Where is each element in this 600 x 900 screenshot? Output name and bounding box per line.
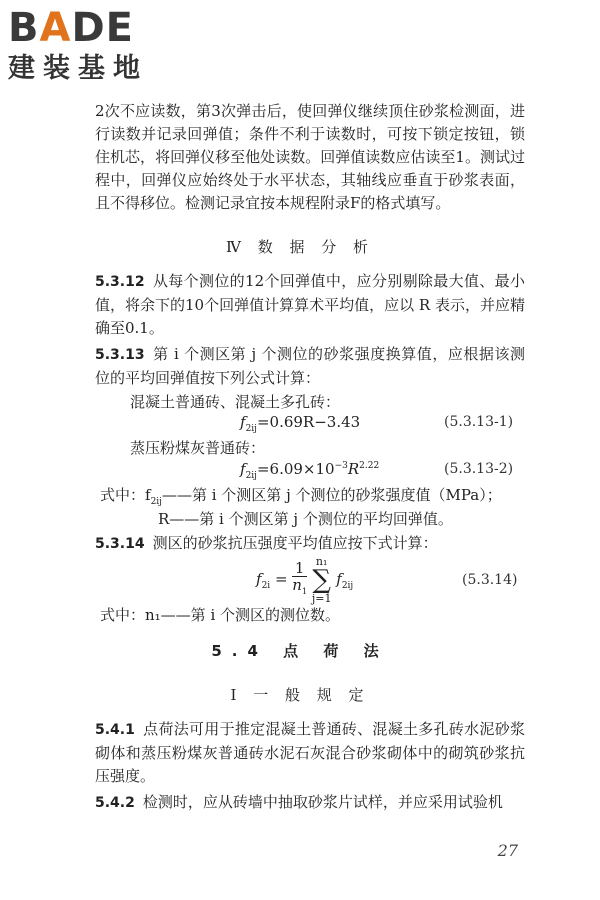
clause-5-4-2 bbox=[95, 791, 525, 815]
clause-number: 5.4.1 bbox=[95, 722, 135, 738]
equation-number: (5.3.14) bbox=[462, 572, 518, 588]
equation-number: (5.3.13-1) bbox=[444, 414, 514, 430]
case-label-fly-ash-brick: 蒸压粉煤灰普通砖： bbox=[130, 439, 266, 457]
clause-5-3-13 bbox=[95, 343, 525, 390]
section-heading-general: Ⅰ 一 般 规 定 bbox=[230, 686, 370, 704]
equation-number: (5.3.13-2) bbox=[444, 461, 514, 477]
formula-5-3-14: $f_{2i}$ = $\frac{1}{n_1}$ n₁ ∑ j=1 $f_{2ij}$ bbox=[256, 555, 354, 605]
formula-5-3-13-1: $f_{2ij}=0.69R-3.43$ bbox=[240, 413, 361, 434]
where-R: R——第 i 个测区第 j 个测位的平均回弹值。 bbox=[158, 510, 453, 528]
clause-number: 5.3.14 bbox=[95, 536, 145, 552]
clause-5-3-14 bbox=[95, 532, 525, 556]
formula-5-3-13-2: $f_{2ij}=6.09\times 10^{-3}R^{2.22}$ bbox=[240, 460, 380, 481]
clause-5-3-12 bbox=[95, 270, 525, 340]
page-number: 27 bbox=[497, 841, 518, 860]
paragraph-continuation: 2次不应读数，第3次弹击后，使回弹仪继续顶住砂浆检测面，进行读数并记录回弹值；条件不利于读数时，可按下锁定按钮，锁住机芯，将回弹仪移至他处读数。回弹值读数应估读至1。测试过程中，回弹仪应始终处于水平状态，其轴线应垂直于砂浆表面，且不得移位。检测记录宜按本规程附录F的格式填写。 bbox=[95, 102, 525, 212]
section-heading-data-analysis: Ⅳ 数 据 分 析 bbox=[225, 238, 375, 256]
clause-text: 第 i 个测区第 j 个测位的砂浆强度换算值，应根据该测位的平均回弹值按下列公式计算： bbox=[95, 345, 525, 387]
where-n1: 式中：n₁——第 i 个测区的测位数。 bbox=[100, 606, 341, 624]
section-heading-point-load: 5.4 点 荷 法 bbox=[211, 642, 389, 660]
logo bbox=[8, 6, 178, 90]
clause-number: 5.3.13 bbox=[95, 347, 145, 363]
case-label-concrete-brick: 混凝土普通砖、混凝土多孔砖： bbox=[130, 393, 341, 411]
clause-number: 5.4.2 bbox=[95, 795, 135, 811]
clause-text: 点荷法可用于推定混凝土普通砖、混凝土多孔砖水泥砂浆砌体和蒸压粉煤灰普通砖水泥石灰混合砂浆砌体中的砌筑砂浆抗压强度。 bbox=[95, 720, 525, 785]
logo-wordmark: BADE bbox=[8, 5, 134, 51]
clause-text: 从每个测位的12个回弹值中，应分别剔除最大值、最小值，将余下的10个回弹值计算算术平均值，应以 R 表示，并应精确至0.1。 bbox=[95, 272, 525, 337]
clause-5-4-1 bbox=[95, 718, 525, 788]
logo-subtitle: 建装基地 bbox=[8, 53, 148, 84]
clause-number: 5.3.12 bbox=[95, 274, 145, 290]
clause-text: 测区的砂浆抗压强度平均值应按下式计算： bbox=[152, 534, 438, 552]
where-f2ij: 式中：$f_{2ij}——$第 i 个测区第 j 个测位的砂浆强度值（MPa）； bbox=[100, 486, 502, 507]
clause-text: 检测时，应从砖墙中抽取砂浆片试样，并应采用试验机 bbox=[142, 793, 503, 811]
